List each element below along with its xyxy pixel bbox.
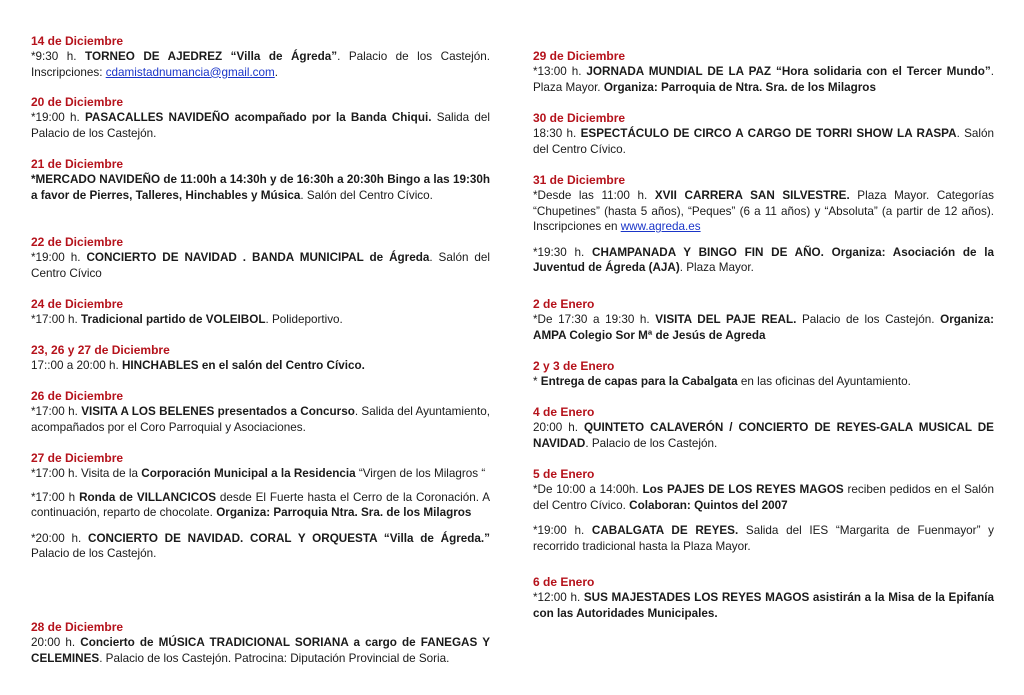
bold-text: XVII CARRERA SAN SILVESTRE.: [654, 189, 850, 202]
link[interactable]: www.agreda.es: [620, 220, 701, 234]
bold-text: Entrega de capas para la Cabalgata: [540, 375, 738, 388]
event-entry: [31, 235, 490, 281]
event-date: 29 de Diciembre: [533, 49, 626, 63]
bold-text: CONCIERTO DE NAVIDAD. CORAL Y ORQUESTA “Villa de Ágreda.”: [88, 531, 490, 545]
text: *20:00 h.: [31, 531, 89, 545]
event-entry: [31, 34, 490, 80]
event-entry: [533, 297, 994, 343]
event-date: 28 de Diciembre: [31, 620, 124, 634]
event-entry: [533, 467, 994, 554]
event-description: [31, 404, 490, 435]
event-date: 24 de Diciembre: [31, 297, 124, 311]
event-description: [533, 245, 994, 276]
bold-text: Ronda de VILLANCICOS: [79, 490, 217, 504]
text: . Salón del Centro Cívico: [31, 251, 490, 280]
text: .: [274, 65, 279, 79]
event-date: 27 de Diciembre: [31, 451, 124, 465]
text: “Virgen de los Milagros “: [355, 467, 486, 480]
text: 17::00 a 20:00 h.: [31, 359, 122, 372]
event-description: [31, 110, 490, 141]
event-description: [533, 312, 994, 343]
bold-text: Tradicional partido de VOLEIBOL: [81, 313, 266, 326]
bold-text: CHAMPANADA Y BINGO FIN DE AÑO. Organiza: Asociación de la Juventud de Ágreda (AJA): [533, 245, 994, 275]
text: . Palacio de los Castejón.: [585, 436, 718, 450]
event-entry: [31, 389, 490, 435]
text: *19:30 h.: [533, 245, 592, 259]
event-entry: [533, 575, 994, 621]
event-entry: [533, 405, 994, 451]
event-date: 26 de Diciembre: [31, 389, 124, 403]
event-description: [31, 250, 490, 281]
text: Palacio de los Castejón.: [31, 547, 157, 561]
event-date: 22 de Diciembre: [31, 235, 124, 249]
bold-text: TORNEO DE AJEDREZ “Villa de Ágreda”: [85, 50, 338, 63]
bold-text: PASACALLES NAVIDEÑO acompañado por la Banda Chiqui.: [84, 111, 432, 124]
text: 18:30 h.: [533, 127, 581, 140]
text: . Polideportivo.: [265, 313, 343, 326]
event-description: [31, 635, 490, 666]
event-description: [31, 172, 490, 203]
bold-text: Concierto de MÚSICA TRADICIONAL SORIANA a cargo de FANEGAS Y CELEMINES: [31, 636, 490, 665]
text: Salida del Palacio de los Castejón.: [31, 111, 490, 140]
text: desde El Fuerte hasta el Cerro de la Coronación. A continuación, reparto de chocolate.: [31, 490, 490, 520]
event-description: [533, 523, 994, 554]
event-date: 4 de Enero: [533, 405, 595, 419]
bold-text: Organiza: Parroquia Ntra. Sra. de los Milagros: [216, 506, 472, 520]
text: *17:00 h.: [31, 405, 82, 418]
event-entry: [31, 620, 490, 666]
event-description: [533, 374, 994, 390]
text: . Palacio de los Castejón. Patrocina: Diputación Provincial de Soria.: [99, 651, 450, 665]
event-description: [31, 531, 490, 562]
text: . Plaza Mayor.: [533, 65, 994, 94]
text: . Salón del Centro Cívico.: [300, 188, 433, 202]
bold-text: VISITA A LOS BELENES presentados a Concurso: [81, 405, 355, 418]
bold-text: Organiza: Parroquia de Ntra. Sra. de los Milagros: [603, 80, 876, 94]
bold-text: SUS MAJESTADES LOS REYES MAGOS asistirán a la Misa de la Epifanía con las Autoridades Municipales.: [533, 591, 994, 620]
event-description: [31, 49, 490, 80]
event-description: [31, 358, 490, 374]
link[interactable]: cdamistadnumancia@gmail.com: [105, 65, 275, 79]
bold-text: *MERCADO NAVIDEÑO de 11:00h a 14:30h y de 16:30h a 20:30h: [31, 173, 388, 186]
bold-text: CABALGATA DE REYES.: [591, 524, 739, 538]
text: . Plaza Mayor.: [679, 261, 754, 275]
event-description: [31, 312, 490, 328]
event-entry: [533, 173, 994, 276]
text: . Salida del Ayuntamiento, acompañados por el Coro Parroquial y Asociaciones.: [31, 405, 491, 434]
event-description: [533, 420, 994, 451]
event-entry: [533, 111, 994, 157]
event-date: 21 de Diciembre: [31, 157, 124, 171]
bold-text: Colaboran: Quintos del 2007: [629, 498, 788, 512]
event-entry: [31, 343, 490, 374]
event-date: 31 de Diciembre: [533, 173, 626, 187]
text: *19:00 h.: [533, 524, 592, 538]
event-date: 2 y 3 de Enero: [533, 359, 615, 373]
text: Plaza Mayor. Categorías “Chupetines” (hasta 5 años), “Peques” (6 a 11 años) y “Absoluta” (a partir de 12 años). Inscripciones en: [533, 189, 994, 234]
event-description: [31, 466, 490, 482]
event-date: 6 de Enero: [533, 575, 595, 589]
text: *19:00 h.: [31, 251, 87, 264]
text: *: [533, 375, 541, 388]
bold-text: Organiza: AMPA Colegio Sor Mª de Jesús de Agreda: [533, 313, 995, 342]
text: *De 10:00 a 14:00h.: [533, 483, 643, 496]
bold-text: JORNADA MUNDIAL DE LA PAZ “Hora solidaria con el Tercer Mundo”: [586, 65, 991, 78]
event-entry: [31, 157, 490, 203]
event-entry: [31, 95, 490, 141]
text: en las oficinas del Ayuntamiento.: [737, 375, 911, 388]
bold-text: HINCHABLES en el salón del Centro Cívico.: [121, 359, 365, 372]
event-date: 5 de Enero: [533, 467, 595, 481]
text: 20:00 h.: [533, 421, 584, 434]
text: *9:30 h.: [31, 50, 86, 63]
text: *17:00 h. Visita de la: [31, 467, 142, 480]
text: . Palacio de los Castejón. Inscripciones:: [31, 50, 490, 79]
text: *Desde las 11:00 h.: [533, 189, 655, 202]
event-date: 30 de Diciembre: [533, 111, 626, 125]
event-description: [533, 590, 994, 621]
text: 20:00 h.: [31, 636, 81, 649]
text: *19:00 h.: [31, 111, 85, 124]
text: Salida del IES “Margarita de Fuenmayor” y recorrido tradicional hasta la Plaza Mayor.: [533, 524, 994, 553]
bold-text: Los PAJES DE LOS REYES MAGOS: [642, 483, 844, 496]
text: *17:00 h: [31, 490, 80, 504]
bold-text: Bingo a las 19:30h a favor de Pierres, Talleres, Hinchables y Música: [31, 173, 490, 202]
bold-text: ESPECTÁCULO DE CIRCO A CARGO DE TORRI SHOW LA RASPA: [580, 127, 957, 140]
text: . Salón del Centro Cívico.: [533, 127, 995, 156]
event-description: [533, 188, 994, 235]
event-description: [533, 64, 994, 95]
event-date: 23, 26 y 27 de Diciembre: [31, 343, 170, 357]
event-description: [533, 482, 994, 513]
event-entry: [31, 297, 490, 328]
event-description: [31, 490, 490, 521]
text: reciben pedidos en el Salón del Centro Cívico.: [533, 483, 994, 512]
event-entry: [31, 451, 490, 562]
event-description: [533, 126, 994, 157]
text: *De 17:30 a 19:30 h.: [533, 313, 656, 326]
event-entry: [533, 49, 994, 95]
bold-text: QUINTETO CALAVERÓN / CONCIERTO DE REYES-GALA MUSICAL DE NAVIDAD: [533, 421, 994, 450]
event-date: 2 de Enero: [533, 297, 595, 311]
event-date: 14 de Diciembre: [31, 34, 124, 48]
bold-text: Corporación Municipal a la Residencia: [141, 467, 356, 480]
bold-text: VISITA DEL PAJE REAL.: [655, 313, 797, 326]
text: Palacio de los Castejón.: [796, 313, 941, 326]
text: *13:00 h.: [533, 65, 587, 78]
text: *17:00 h.: [31, 313, 82, 326]
text: *12:00 h.: [533, 591, 584, 604]
event-date: 20 de Diciembre: [31, 95, 124, 109]
bold-text: CONCIERTO DE NAVIDAD . BANDA MUNICIPAL de Ágreda: [86, 251, 430, 264]
event-entry: [533, 359, 994, 390]
